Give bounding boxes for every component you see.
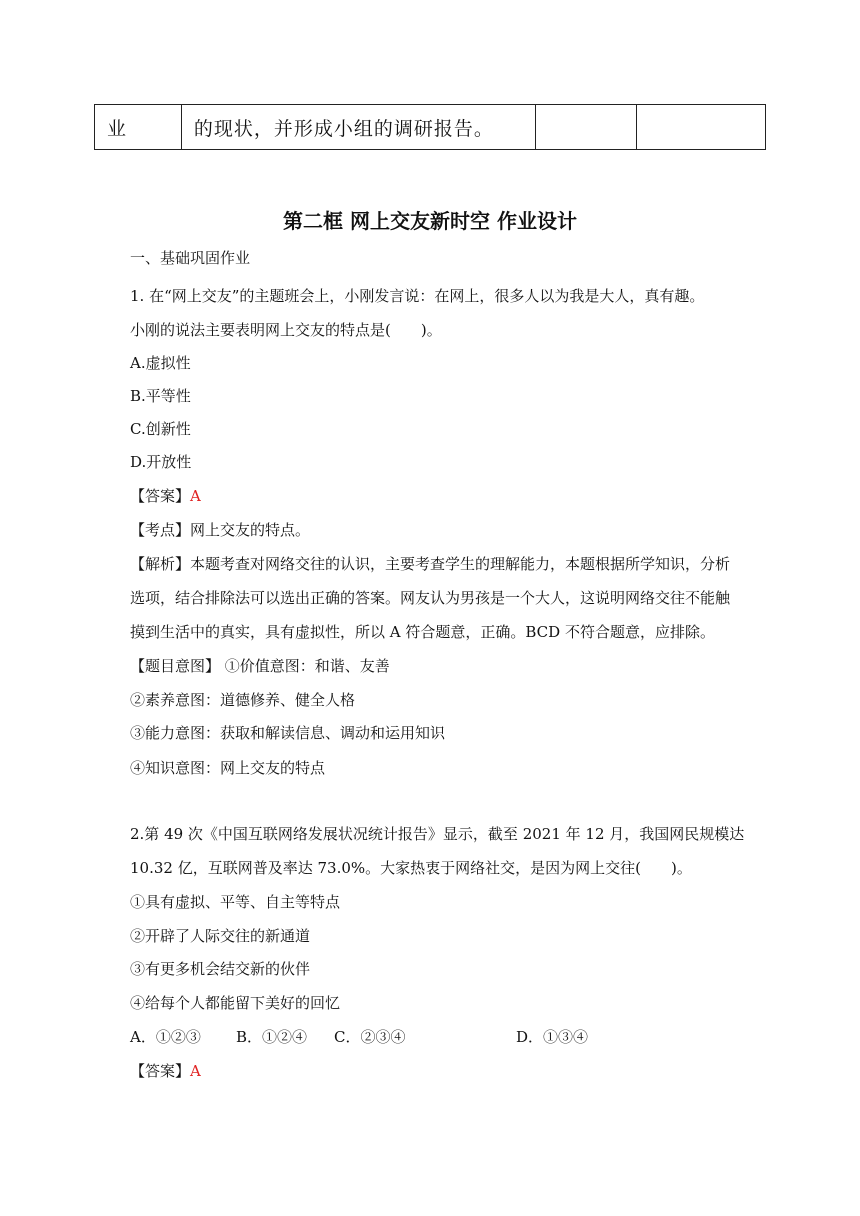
section-heading: 一、基础巩固作业 xyxy=(130,249,251,267)
table-row xyxy=(95,105,766,150)
point-label: 【考点】 xyxy=(130,521,191,539)
analysis-label: 【解析】 xyxy=(130,555,191,573)
activity-table xyxy=(94,104,766,150)
table-cell-empty-2 xyxy=(637,105,766,150)
q2-option-d: D．①③④ xyxy=(516,1028,589,1046)
q1-answer xyxy=(130,485,201,506)
q2-option-a: A．①②③ xyxy=(130,1028,201,1046)
answer-label: 【答案】 xyxy=(130,1062,191,1080)
q1-analysis-line-3: 摸到生活中的真实，具有虚拟性，所以 A 符合题意，正确。BCD 不符合题意，应排除。 xyxy=(130,623,715,641)
q2-answer xyxy=(130,1060,201,1081)
q2-option-c: C．②③④ xyxy=(334,1028,406,1046)
q2-statement-2: ②开辟了人际交往的新通道 xyxy=(130,927,311,945)
q1-option-b: B.平等性 xyxy=(130,387,191,405)
q2-stem-line-1: 2.第 49 次《中国互联网络发展状况统计报告》显示，截至 2021 年 12 月，我国网民规模达 xyxy=(130,825,745,843)
q1-analysis-line-2: 选项，结合排除法可以选出正确的答案。网友认为男孩是一个大人，这说明网络交往不能触 xyxy=(130,589,731,607)
q2-option-b: B．①②④ xyxy=(236,1028,308,1046)
answer-value: A xyxy=(190,1062,201,1080)
q1-point xyxy=(130,519,310,540)
q1-analysis-line-1 xyxy=(130,553,730,574)
table-cell-label: 业 xyxy=(95,105,182,150)
q1-option-a: A.虚拟性 xyxy=(130,354,191,372)
point-text: 网上交友的特点。 xyxy=(190,521,311,539)
section-title: 第二框 网上交友新时空 作业设计 xyxy=(283,209,577,233)
q2-stem-line-2: 10.32 亿，互联网普及率达 73.0%。大家热衷于网络社交，是因为网上交往( )。 xyxy=(130,859,692,877)
q2-statement-4: ④给每个人都能留下美好的回忆 xyxy=(130,994,341,1012)
intent-label: 【题目意图】 xyxy=(130,657,221,675)
q2-statement-1: ①具有虚拟、平等、自主等特点 xyxy=(130,893,341,911)
q1-option-d: D.开放性 xyxy=(130,453,192,471)
table-cell-empty-1 xyxy=(536,105,637,150)
q1-option-c: C.创新性 xyxy=(130,420,191,438)
analysis-text: 本题考查对网络交往的认识，主要考查学生的理解能力，本题根据所学知识，分析 xyxy=(190,555,731,573)
q1-intent-line-3: ③能力意图：获取和解读信息、调动和运用知识 xyxy=(130,724,446,742)
q1-stem-line-1: 1. 在“网上交友”的主题班会上，小刚发言说：在网上，很多人以为我是大人，真有趣。 xyxy=(130,287,705,305)
q1-intent-line-4: ④知识意图：网上交友的特点 xyxy=(130,759,326,777)
answer-label: 【答案】 xyxy=(130,487,191,505)
q1-stem-line-2: 小刚的说法主要表明网上交友的特点是( )。 xyxy=(130,321,442,339)
q1-intent-line-1 xyxy=(130,655,390,676)
q1-intent-line-2: ②素养意图：道德修养、健全人格 xyxy=(130,691,356,709)
intent-item: ①价值意图：和谐、友善 xyxy=(224,657,390,675)
table-cell-content: 的现状，并形成小组的调研报告。 xyxy=(181,105,535,150)
answer-value: A xyxy=(190,487,201,505)
q2-statement-3: ③有更多机会结交新的伙伴 xyxy=(130,960,311,978)
